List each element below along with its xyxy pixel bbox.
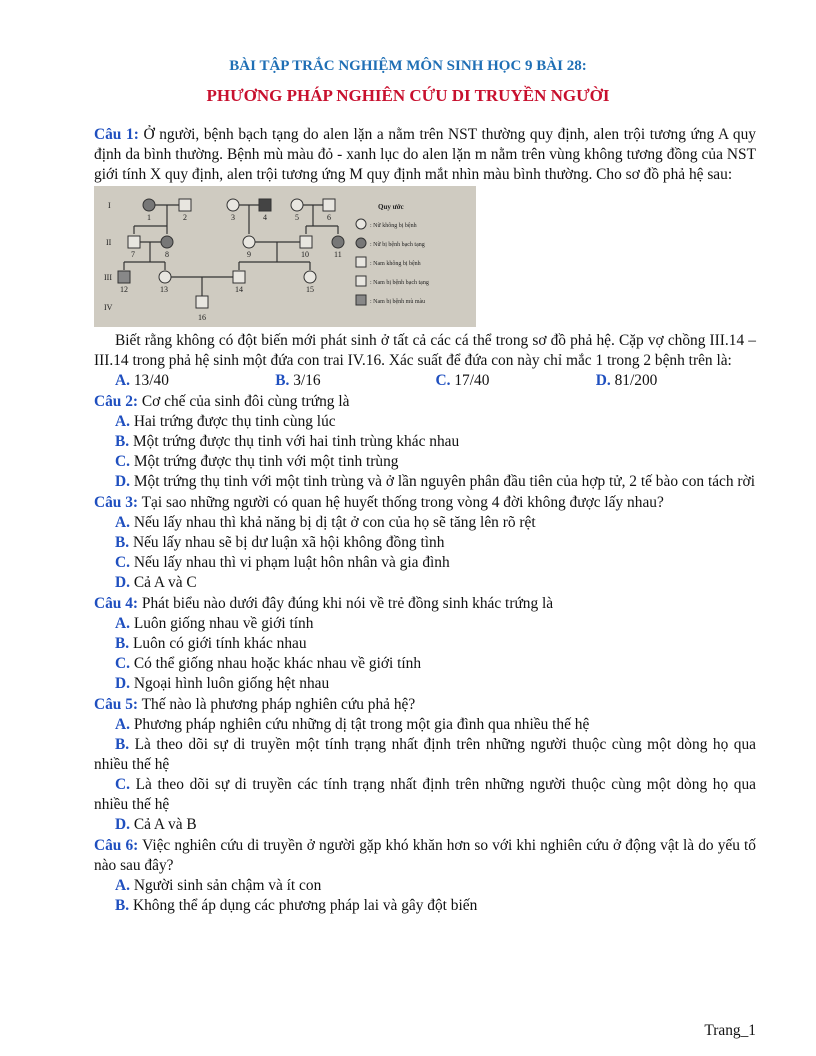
num-label: 6 xyxy=(327,213,331,222)
option-b[interactable]: B. Là theo dõi sự di truyền một tính trạng nhất định trên những người thuộc cùng một dòng họ qua nhiều thế hệ xyxy=(94,736,756,773)
option-a[interactable]: A. Phương pháp nghiên cứu những dị tật trong một gia đình qua nhiều thế hệ xyxy=(115,716,590,733)
question-6 xyxy=(94,836,756,916)
num-label: 1 xyxy=(147,213,151,222)
num-label: 16 xyxy=(198,313,206,322)
option-c[interactable]: C. Một trứng được thụ tinh với một tinh trùng xyxy=(115,453,399,470)
title-line-2: PHƯƠNG PHÁP NGHIÊN CỨU DI TRUYỀN NGƯỜI xyxy=(206,86,610,105)
question-2-stem: Câu 2: Cơ chế của sinh đôi cùng trứng là xyxy=(94,393,350,410)
question-1-options xyxy=(94,371,756,391)
option-b[interactable]: B. Không thể áp dụng các phương pháp lai và gây đột biến xyxy=(115,897,478,914)
option-a[interactable]: A. Nếu lấy nhau thì khả năng bị dị tật ở con của họ sẽ tăng lên rõ rệt xyxy=(115,514,536,531)
num-label: 12 xyxy=(120,285,128,294)
legend-item: : Nam bị bệnh bạch tạng xyxy=(370,280,429,286)
legend-item: : Nam bị bệnh mù màu xyxy=(370,299,426,305)
individual-5 xyxy=(291,199,303,211)
individual-8 xyxy=(161,236,173,248)
question-1-stem xyxy=(94,125,756,185)
num-label: 15 xyxy=(306,285,314,294)
option-d[interactable]: D. Một trứng thụ tinh với một tinh trùng và ở lần nguyên phân đầu tiên của hợp tử, 2 tế bào con tách rời xyxy=(115,473,755,490)
gen-label: III xyxy=(104,273,112,282)
question-text: Ở người, bệnh bạch tạng do alen lặn a nằm trên NST thường quy định, alen trội tương ứng A quy định da bình thường. Bệnh mù màu đỏ - xanh lục do alen lặn m nằm trên vùng không tương đồng của NST giới tính X quy định, alen trội tương ứng M quy định mắt nhìn màu bình thường. Cho sơ đồ phả hệ sau: xyxy=(94,126,756,183)
individual-7 xyxy=(128,236,140,248)
option-d[interactable]: D. Cả A và B xyxy=(115,816,197,833)
num-label: 5 xyxy=(295,213,299,222)
individual-6 xyxy=(323,199,335,211)
option-c[interactable]: C. 17/40 xyxy=(435,372,490,389)
individual-4 xyxy=(259,199,271,211)
question-3 xyxy=(94,493,756,593)
option-b[interactable]: B. 3/16 xyxy=(275,372,321,389)
option-c[interactable]: C. Là theo dõi sự di truyền các tính trạng nhất định trên những người thuộc cùng một dòng họ qua nhiều thế hệ xyxy=(94,776,756,813)
option-a[interactable]: A. 13/40 xyxy=(115,372,169,389)
num-label: 9 xyxy=(247,250,251,259)
individual-16 xyxy=(196,296,208,308)
individual-15 xyxy=(304,271,316,283)
question-1 xyxy=(94,125,756,391)
document-body xyxy=(94,124,756,916)
option-a[interactable]: A. Người sinh sản chậm và ít con xyxy=(115,877,322,894)
num-label: 8 xyxy=(165,250,169,259)
gen-label: IV xyxy=(104,303,113,312)
num-label: 2 xyxy=(183,213,187,222)
legend-title: Quy ước xyxy=(378,203,404,211)
individual-3 xyxy=(227,199,239,211)
option-c[interactable]: C. Có thể giống nhau hoặc khác nhau về giới tính xyxy=(115,655,422,672)
pedigree-chart xyxy=(94,186,476,327)
page-footer: Trang_1 xyxy=(704,1022,756,1039)
option-c[interactable]: C. Nếu lấy nhau thì vi phạm luật hôn nhân và gia đình xyxy=(115,554,450,571)
individual-2 xyxy=(179,199,191,211)
individual-10 xyxy=(300,236,312,248)
option-b[interactable]: B. Luôn có giới tính khác nhau xyxy=(115,635,307,652)
gen-label: I xyxy=(108,201,111,210)
legend-item: : Nam không bị bệnh xyxy=(370,261,421,267)
individual-13 xyxy=(159,271,171,283)
num-label: 3 xyxy=(231,213,235,222)
question-3-stem: Câu 3: Tại sao những người có quan hệ huyết thống trong vòng 4 đời không được lấy nhau? xyxy=(94,494,664,511)
question-2 xyxy=(94,392,756,492)
legend-item: : Nữ bị bệnh bạch tạng xyxy=(370,242,425,248)
option-d[interactable]: D. Cả A và C xyxy=(115,574,197,591)
num-label: 10 xyxy=(301,250,309,259)
num-label: 4 xyxy=(263,213,267,222)
legend-item: : Nữ không bị bệnh xyxy=(370,223,417,229)
question-4-stem: Câu 4: Phát biểu nào dưới đây đúng khi nói về trẻ đồng sinh khác trứng là xyxy=(94,595,554,612)
question-1-text-2: Biết rằng không có đột biến mới phát sinh ở tất cả các cá thể trong sơ đồ phả hệ. Cặp vợ chồng III.14 – III.14 trong phả hệ sinh một đứa con trai IV.16. Xác suất để đứa con này chỉ mắc 1 trong 2 bệnh trên là: xyxy=(94,332,756,369)
option-d[interactable]: D. 81/200 xyxy=(595,372,658,389)
title-line-1: BÀI TẬP TRẮC NGHIỆM MÔN SINH HỌC 9 BÀI 28: xyxy=(229,58,587,74)
question-6-stem: Câu 6: Việc nghiên cứu di truyền ở người gặp khó khăn hơn so với khi nghiên cứu ở động vật là do yếu tố nào sau đây? xyxy=(94,837,757,874)
individual-14 xyxy=(233,271,245,283)
option-a[interactable]: A. Luôn giống nhau về giới tính xyxy=(115,615,314,632)
question-5 xyxy=(94,695,756,835)
option-a[interactable]: A. Hai trứng được thụ tinh cùng lúc xyxy=(115,413,336,430)
individual-12 xyxy=(118,271,130,283)
question-5-stem: Câu 5: Thế nào là phương pháp nghiên cứu phả hệ? xyxy=(94,696,416,713)
option-b[interactable]: B. Một trứng được thụ tinh với hai tinh trùng khác nhau xyxy=(115,433,460,450)
option-b[interactable]: B. Nếu lấy nhau sẽ bị dư luận xã hội không đồng tình xyxy=(115,534,445,551)
pedigree-legend xyxy=(356,203,429,305)
num-label: 14 xyxy=(235,285,243,294)
num-label: 13 xyxy=(160,285,168,294)
individual-9 xyxy=(243,236,255,248)
pedigree-figure xyxy=(94,186,476,327)
individual-11 xyxy=(332,236,344,248)
individual-1 xyxy=(143,199,155,211)
option-d[interactable]: D. Ngoại hình luôn giống hệt nhau xyxy=(115,675,330,692)
num-label: 7 xyxy=(131,250,135,259)
question-label: Câu 1: xyxy=(94,126,139,143)
num-label: 11 xyxy=(334,250,342,259)
gen-label: II xyxy=(106,238,112,247)
question-4 xyxy=(94,594,756,694)
